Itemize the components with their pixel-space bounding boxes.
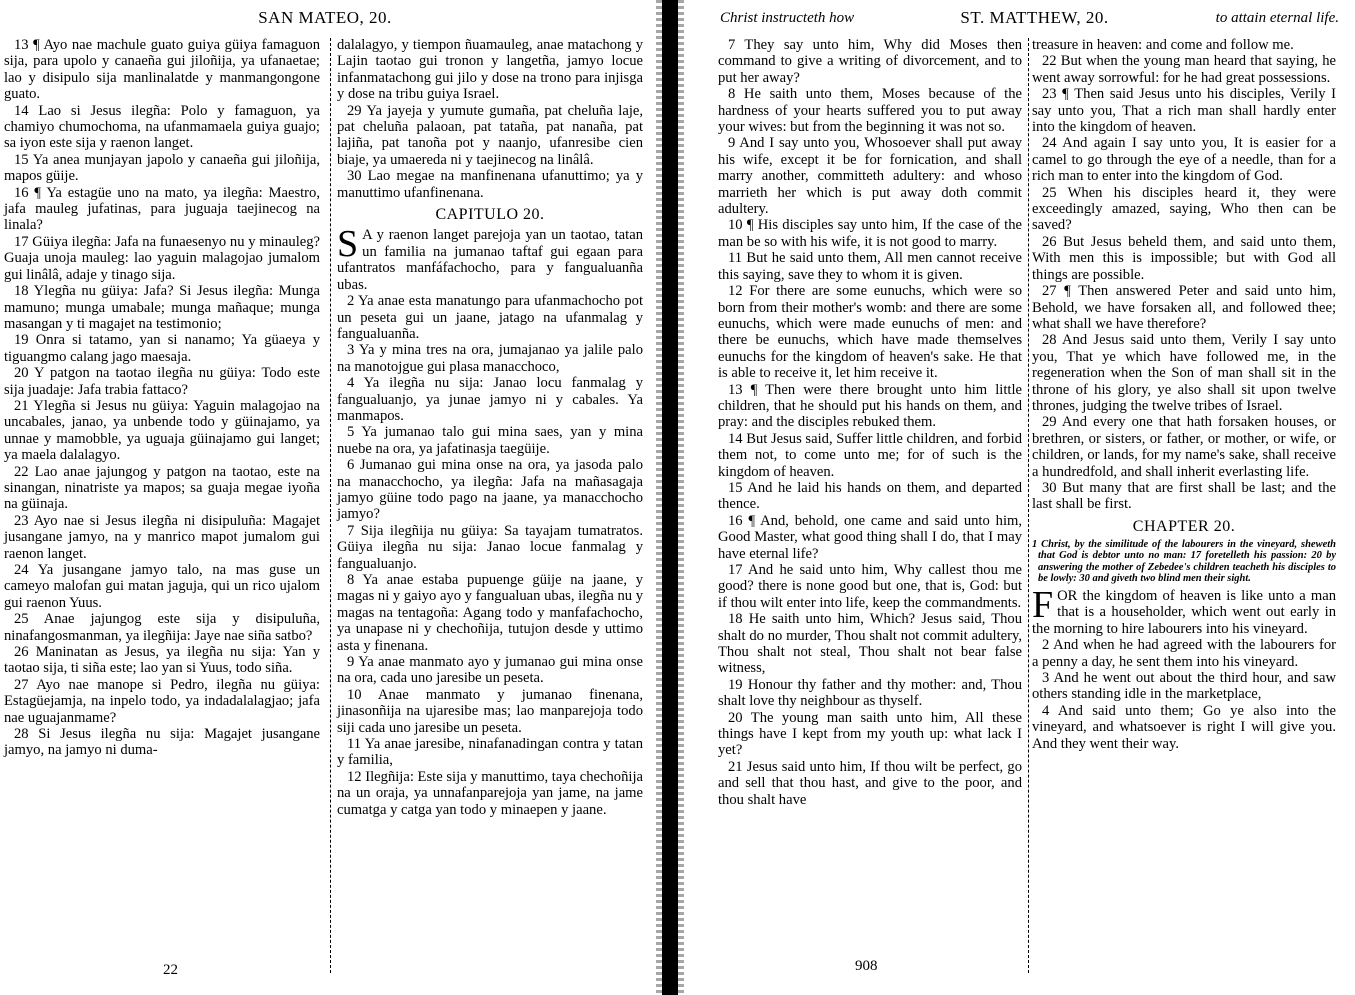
verse: 2 And when he had agreed with the labourers for a penny a day, he sent them into his vineyard. xyxy=(1032,637,1336,670)
opening-text: OR the kingdom of heaven is like unto a man that is a householder, which went out early in the morning to hire labourers into his vineyard. xyxy=(1032,588,1336,637)
running-head xyxy=(714,8,1355,30)
verse: 24 Ya jusangane jamyo talo, na mas guse un cameyo malofan gui matan jaguja, qui un rico ujalom gui raenon Yuus. xyxy=(4,562,320,611)
page-title: ST. MATTHEW, 20. xyxy=(960,8,1109,27)
verse: 12 For there are some eunuchs, which were so born from their mother's womb: and there are some eunuchs, which were made eunuchs of men: and there be eunuchs, which have made themselves eunuchs for the kingdom of heaven's sake. He that is able to receive it, let him receive it. xyxy=(718,283,1022,382)
verse: 22 But when the young man heard that saying, he went away sorrowful: for he had great possessions. xyxy=(1032,53,1336,86)
verse: 25 When his disciples heard it, they were exceedingly amazed, saying, Who then can be saved? xyxy=(1032,184,1336,234)
column-divider xyxy=(330,38,331,973)
verse: 4 And said unto them; Go ye also into the vineyard, and whatsoever is right I will give you. And they went their way. xyxy=(1032,702,1336,752)
verse: 9 Ya anae manmato ayo y jumanao gui mina onse na ora, cada uno jaresibe un peseta. xyxy=(337,654,643,687)
verse: 3 And he went out about the third hour, and saw others standing idle in the marketplace, xyxy=(1032,670,1336,703)
verse: 23 Ayo nae si Jesus ilegña ni disipuluña: Magajet jusangane jamyo, na y manrico mapot jumalom gui raenon langet. xyxy=(4,512,320,562)
verse: 14 Lao si Jesus ilegña: Polo y famaguon, ya chamiyo chumochoma, na ufanmamaela guiya guajo; sa iyon este sija y raenon langet. xyxy=(4,102,320,152)
drop-cap: F xyxy=(1032,584,1054,626)
verse: 29 And every one that hath forsaken houses, or brethren, or sisters, or father, or mother, or wife, or children, or lands, for my name's sake, shall receive a hundredfold, and shall inherit everlasting life. xyxy=(1032,414,1336,480)
verse: 21 Jesus said unto him, If thou wilt be perfect, go and sell that thou hast, and give to the poor, and thou shalt have xyxy=(718,758,1022,808)
verse-list xyxy=(337,293,643,818)
verse-continuation: treasure in heaven: and come and follow me. xyxy=(1032,37,1294,53)
verse: 23 ¶ Then said Jesus unto his disciples, Verily I say unto you, That a rich man shall hardly enter into the kingdom of heaven. xyxy=(1032,86,1336,136)
verse: 11 But he said unto them, All men cannot receive this saying, save they to whom it is given. xyxy=(718,250,1022,283)
verse: 30 But many that are first shall be last; and the last shall be first. xyxy=(1032,479,1336,513)
verse-continuation: dalalagyo, y tiempon ñuamauleg, anae matachong y Lajin taotao gui tronon y langetña, jamyo locue infanmatachong gui jilo y dose na trono para injisga y dose na tribu guiya Israel. xyxy=(337,37,643,103)
verse: 28 Si Jesus ilegña nu sija: Magajet jusangane jamyo, na jamyo ni duma- xyxy=(4,726,320,759)
running-head-right: to attain eternal life. xyxy=(1215,10,1339,26)
verse: 30 Lao megae na manfinenana ufanuttimo; ya y manuttimo ufanfinenana. xyxy=(337,168,643,201)
verse: 17 Güiya ilegña: Jafa na funaesenyo nu y minauleg? Guaja unoja mauleg: lao yaguin malagojao jumalom gui linâlâ, adaje y tinago sija. xyxy=(4,233,320,283)
verse: 18 Ylegña nu güiya: Jafa? Si Jesus ilegña: Munga mamuno; munga umabale; munga mañaque; munga masangan y ti magajet na testimonio; xyxy=(4,283,320,332)
verse: 5 Ya jumanao talo gui mina saes, yan y mina nuebe na ora, ya jafatinasja taegüije. xyxy=(337,424,643,457)
verse: 17 And he said unto him, Why callest thou me good? there is none good but one, that is, God: but if thou wilt enter into life, keep the commandments. xyxy=(718,562,1022,611)
page-number: 22 xyxy=(163,962,178,978)
verse-list xyxy=(1032,637,1336,752)
verse-list xyxy=(1032,53,1336,512)
verse: 3 Ya y mina tres na ora, jumajanao ya jalile palo na manotojgue gui plasa manacchoco, xyxy=(337,342,643,375)
verse: 7 They say unto him, Why did Moses then command to give a writing of divorcement, and to put her away? xyxy=(718,37,1022,86)
drop-cap: S xyxy=(337,223,359,266)
verse: 8 He saith unto them, Moses because of the hardness of your hearts suffered you to put away your wives: but from the beginning it was not so. xyxy=(718,86,1022,136)
verse: 16 ¶ And, behold, one came and said unto him, Good Master, what good thing shall I do, that I may have eternal life? xyxy=(718,512,1022,562)
column-divider xyxy=(1028,38,1029,973)
verse: 14 But Jesus said, Suffer little children, and forbid them not, to come unto me; for of such is the kingdom of heaven. xyxy=(718,430,1022,480)
running-head-left: Christ instructeth how xyxy=(720,10,855,26)
verse: 8 Ya anae estaba pupuenge güije na jaane, y magas ni y gaiyo ayo y fangualuan ubas, ilegña nu y magas na tentagoña: Agang todo y manfafachocho, ya unapase ni y chechoñija, tutujon desde y uttimo asta y finenana. xyxy=(337,572,643,654)
verse: 13 ¶ Ayo nae machule guato guiya güiya famaguon sija, para upolo y canaeña gui jiloñija, ya ufanaetae; lao y disipulo sija manlinalatde y manmangongone guato. xyxy=(4,37,320,103)
verse-list xyxy=(337,103,643,201)
verse: 20 Y patgon na taotao ilegña nu güiya: Todo este sija juadaje: Jafa trabia fattaco? xyxy=(4,365,320,398)
verse: 28 And Jesus said unto them, Verily I say unto you, That ye which have followed me, in the regeneration when the Son of man shall sit in the throne of his glory, ye also shall sit upon twelve thrones, judging the twelve tribes of Israel. xyxy=(1032,332,1336,414)
book-gutter xyxy=(662,0,678,995)
verse-list xyxy=(4,37,320,759)
verse: 6 Jumanao gui mina onse na ora, ya jasoda palo na manacchocho, ya ilegña: Jafa na mañasagaja jamyo güine todo pago na jaane, ya manacchocho jamyo? xyxy=(337,457,643,523)
right-page xyxy=(714,0,1355,995)
verse: 7 Sija ilegñija nu güiya: Sa tayajam tumatratos. Güiya ilegña nu sija: Janao locue fanmalag y fangualuanjo. xyxy=(337,522,643,572)
page-number: 908 xyxy=(855,958,878,974)
verse: 29 Ya jayeja y yumute gumaña, pat cheluña laje, pat cheluña palaoan, pat tataña, pat nanaña, pat lajiña, pat tanoña pot y naanjo, ufanresibe cien biaje, ya umaereda ni y taejinecog na linâlâ. xyxy=(337,102,643,168)
opening-text: A y raenon langet parejoja yan un taotao, tatan un familia na jumanao taftaf gui egaan para ufantratos manfáfachocho, para y fangualuanña ubas. xyxy=(337,227,643,293)
left-column-2 xyxy=(337,37,643,818)
verse: 2 Ya anae esta manatungo para ufanmachocho pot un peseta gui un jaane, jatago na ufanmalag y fangualuanña. xyxy=(337,293,643,342)
verse: 21 Ylegña si Jesus nu güiya: Yaguin malagojao na uncabales, janao, ya unbende todo y güinajamo, ya unnae y mamobble, ya uguaja güinajamo gui langet; ya maela dalalagyo. xyxy=(4,397,320,464)
running-head xyxy=(0,8,650,30)
left-column-1 xyxy=(4,37,320,759)
verse: 27 Ayo nae manope si Pedro, ilegña nu güiya: Estagüejamja, na inpelo todo, ya indadalalagjao; jafa nae uguajanmame? xyxy=(4,676,320,726)
verse: 12 Ilegñija: Este sija y manuttimo, taya chechoñija na un oraja, ya unnafanparejoja yan jame, na jame cumatga y catga yan todo y minaepen y jaane. xyxy=(337,768,643,818)
page-title: SAN MATEO, 20. xyxy=(258,8,392,27)
verse: 13 ¶ Then were there brought unto him little children, that he should put his hands on them, and pray: and the disciples rebuked them. xyxy=(718,381,1022,431)
verse: 9 And I say unto you, Whosoever shall put away his wife, except it be for fornication, and shall marry another, committeth adultery: and whoso marrieth her which is put away doth commit adultery. xyxy=(718,135,1022,218)
chapter-summary: 1 Christ, by the similitude of the labourers in the vineyard, sheweth that God is debtor unto no man: 17 foretelleth his passion: 20 by answering the mother of Zebedee's children teacheth his disciples to be lowly: 30 and giveth two blind men their sight. xyxy=(1032,539,1336,584)
verse: 26 Maninatan as Jesus, ya ilegña nu sija: Yan y taotao sija, ti siña este; lao yan si Yuus, todo siña. xyxy=(4,644,320,677)
chapter-opening-verse xyxy=(337,223,643,293)
verse: 20 The young man saith unto him, All these things have I kept from my youth up: what lack I yet? xyxy=(718,709,1022,759)
chapter-opening-verse xyxy=(1032,584,1336,637)
verse: 24 And again I say unto you, It is easier for a camel to go through the eye of a needle, than for a rich man to enter into the kingdom of God. xyxy=(1032,135,1336,185)
right-column-2 xyxy=(1032,37,1336,752)
verse: 10 Anae manmato y jumanao finenana, jinasonñija na ujaresibe mas; lao manparejoja todo siji cada uno jaresibe un peseta. xyxy=(337,686,643,736)
verse: 4 Ya ilegña nu sija: Janao locu fanmalag y fangualuanjo, ya junae jamyo ni y cabales. Ya manmapos. xyxy=(337,375,643,424)
verse: 25 Anae jajungog este sija y disipuluña, ninafangosmanman, ya ilegñija: Jaye nae siña satbo? xyxy=(4,611,320,644)
chapter-heading: CHAPTER 20. xyxy=(1132,517,1236,535)
verse: 15 And he laid his hands on them, and departed thence. xyxy=(718,479,1022,513)
verse: 26 But Jesus beheld them, and said unto them, With men this is impossible; but with God all things are possible. xyxy=(1032,233,1336,283)
verse: 27 ¶ Then answered Peter and said unto him, Behold, we have forsaken all, and followed thee; what shall we have therefore? xyxy=(1032,283,1336,332)
verse: 22 Lao anae jajungog y patgon na taotao, este na sinangan, ninatriste ya mapos; sa guaja megae iyoña na güinaja. xyxy=(4,463,320,513)
verse: 15 Ya anea munjayan japolo y canaeña gui jiloñija, mapos güije. xyxy=(4,151,320,185)
left-page xyxy=(0,0,650,995)
verse: 16 ¶ Ya estagüe uno na mato, ya ilegña: Maestro, jafa mauleg jufatinas, para juguaja taejinecog na linala? xyxy=(4,184,320,234)
verse: 19 Onra si tatamo, yan si nanamo; Ya güaeya y tiguangmo calang jago maesaja. xyxy=(4,332,320,365)
verse-list xyxy=(718,37,1022,808)
chapter-heading: CAPITULO 20. xyxy=(435,206,545,224)
verse: 10 ¶ His disciples say unto him, If the case of the man be so with his wife, it is not good to marry. xyxy=(718,217,1022,250)
verse: 18 He saith unto him, Which? Jesus said, Thou shalt do no murder, Thou shalt not commit adultery, Thou shalt not steal, Thou shalt not bear false witness, xyxy=(718,611,1022,677)
verse: 19 Honour thy father and thy mother: and, Thou shalt love thy neighbour as thyself. xyxy=(718,676,1022,710)
right-column-1 xyxy=(718,37,1022,808)
verse: 11 Ya anae jaresibe, ninafanadingan contra y tatan y familia, xyxy=(337,736,643,769)
